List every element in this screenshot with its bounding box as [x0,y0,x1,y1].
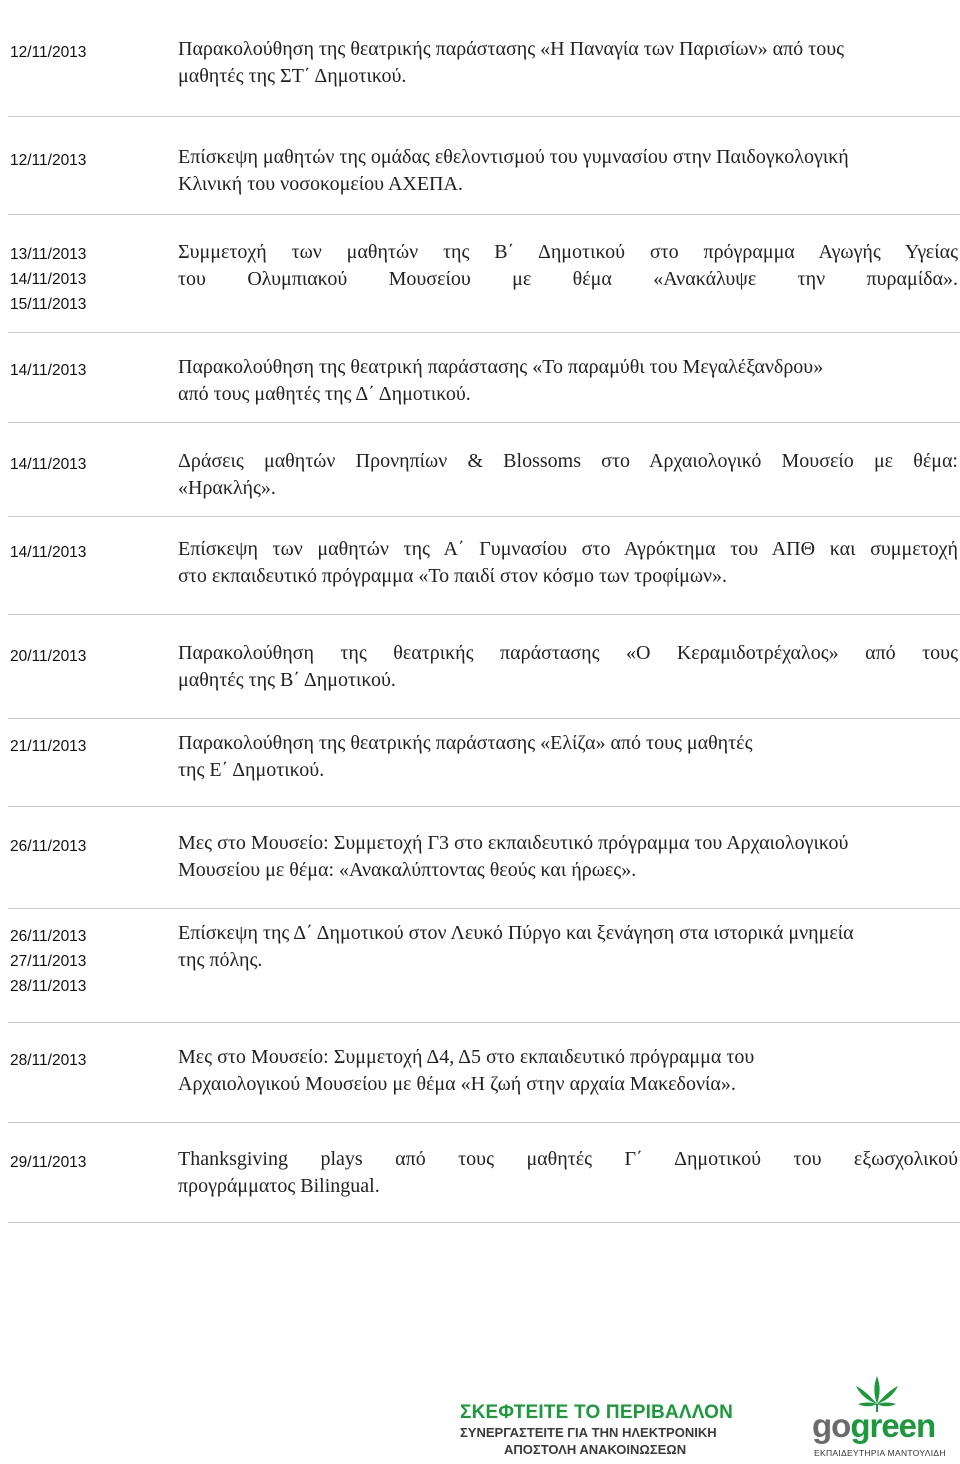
footer-subtitle: ΣΥΝΕΡΓΑΣΤΕΙΤΕ ΓΙΑ ΤΗΝ ΗΛΕΚΤΡΟΝΙΚΗ [460,1425,717,1440]
entry-description [178,640,958,693]
divider [8,614,960,615]
entry-dates [10,452,160,477]
description-line: «Ηρακλής». [178,476,276,499]
divider [8,1122,960,1123]
entry-date: 12/11/2013 [10,152,87,169]
description-line: Μες στο Μουσείο: Συμμετοχή Δ4, Δ5 στο εκπαιδευτικό πρόγραμμα του [178,1046,755,1068]
description-line: Δράσεις μαθητών Προνηπίων & Blossoms στο Αρχαιολογικό Μουσείο με θέμα: [178,450,958,472]
entry-date: 15/11/2013 [10,296,87,313]
description-line: Παρακολούθηση της θεατρικής παράστασης «Ελίζα» από τους μαθητές [178,732,753,754]
footer-banner [460,1402,790,1458]
description-line: Συμμετοχή των μαθητών της Β΄ Δημοτικού στο πρόγραμμα Αγωγής Υγείας [178,241,958,263]
description-line: στο εκπαιδευτικό πρόγραμμα «Το παιδί στον κόσμο των τροφίμων». [178,564,728,587]
description-line: Αρχαιολογικού Μουσείου με θέμα «Η ζωή στην αρχαία Μακεδονία». [178,1072,736,1095]
description-line: της Ε΄ Δημοτικού. [178,758,325,781]
entry-dates [10,734,160,759]
divider [8,516,960,517]
description-line: Thanksgiving plays από τους μαθητές Γ΄ Δημοτικού του εξωσχολικού [178,1148,958,1170]
divider [8,1222,960,1223]
description-line: Παρακολούθηση της θεατρική παράστασης «Το παραμύθι του Μεγαλέξανδρου» [178,356,824,378]
entry-date: 14/11/2013 [10,456,87,473]
description-line: Μουσείου με θέμα: «Ανακαλύπτοντας θεούς και ήρωες». [178,858,637,881]
entry-description [178,920,958,973]
entry-description [178,830,958,883]
description-line: προγράμματος Bilingual. [178,1174,380,1197]
entry-date: 26/11/2013 [10,838,87,855]
entry-date: 27/11/2013 [10,953,87,970]
entry-description [178,448,958,501]
logo-green: green [850,1407,936,1444]
description-line: από τους μαθητές της Δ΄ Δημοτικού. [178,382,471,405]
description-line: του Ολυμπιακού Μουσείου με θέμα «Ανακάλυψε την πυραμίδα». [178,267,958,290]
entry-description [178,536,958,589]
divider [8,116,960,117]
description-line: της πόλης. [178,948,263,971]
entry-date: 26/11/2013 [10,928,87,945]
description-line: Παρακολούθηση της θεατρικής παράστασης «Η Παναγία των Παρισίων» από τους [178,38,845,60]
entry-dates [10,924,160,999]
entry-date: 29/11/2013 [10,1154,87,1171]
description-line: μαθητές της ΣΤ΄ Δημοτικού. [178,64,407,87]
divider [8,908,960,909]
divider [8,806,960,807]
logo-go: go [812,1407,851,1444]
footer-subtitle: ΑΠΟΣΤΟΛΗ ΑΝΑΚΟΙΝΩΣΕΩΝ [504,1442,687,1457]
footer-title: ΣΚΕΦΤΕΙΤΕ ΤΟ ΠΕΡΙΒΑΛΛΟΝ [460,1402,734,1423]
logo-subtitle: ΕΚΠΑΙΔΕΥΤΗΡΙΑ ΜΑΝΤΟΥΛΙΔΗ [814,1448,946,1458]
entry-dates [10,1048,160,1073]
entry-dates [10,358,160,383]
gogreen-logo [812,1374,960,1462]
description-line: Επίσκεψη μαθητών της ομάδας εθελοντισμού του γυμνασίου στην Παιδογκολογική [178,146,849,168]
entry-date: 28/11/2013 [10,978,87,995]
entry-date: 14/11/2013 [10,362,87,379]
gogreen-wordmark [812,1408,935,1444]
entry-description [178,144,958,197]
entry-description [178,1044,958,1097]
entry-dates [10,834,160,859]
description-line: Επίσκεψη της Δ΄ Δημοτικού στον Λευκό Πύργο και ξενάγηση στα ιστορικά μνημεία [178,922,854,944]
divider [8,1022,960,1023]
description-line: Μες στο Μουσείο: Συμμετοχή Γ3 στο εκπαιδευτικό πρόγραμμα του Αρχαιολογικού [178,832,849,854]
description-line: Επίσκεψη των μαθητών της Α΄ Γυμνασίου στο Αγρόκτημα του ΑΠΘ και συμμετοχή [178,538,958,560]
entry-date: 13/11/2013 [10,246,87,263]
divider [8,718,960,719]
entry-description [178,730,958,783]
entry-dates [10,644,160,669]
divider [8,422,960,423]
entry-description [178,239,958,292]
entry-date: 28/11/2013 [10,1052,87,1069]
entry-dates [10,540,160,565]
divider [8,214,960,215]
entry-dates [10,242,160,317]
entry-date: 20/11/2013 [10,648,87,665]
entry-date: 21/11/2013 [10,738,87,755]
entry-description [178,354,958,407]
entry-date: 14/11/2013 [10,271,87,288]
entry-dates [10,40,160,65]
entry-description [178,1146,958,1199]
description-line: μαθητές της Β΄ Δημοτικού. [178,668,396,691]
entry-date: 14/11/2013 [10,544,87,561]
description-line: Παρακολούθηση της θεατρικής παράστασης «Ο Κεραμιδοτρέχαλος» από τους [178,642,958,664]
entry-dates [10,148,160,173]
entry-description [178,36,958,89]
divider [8,332,960,333]
entry-date: 12/11/2013 [10,44,87,61]
entry-dates [10,1150,160,1175]
description-line: Κλινική του νοσοκομείου ΑΧΕΠΑ. [178,172,463,195]
